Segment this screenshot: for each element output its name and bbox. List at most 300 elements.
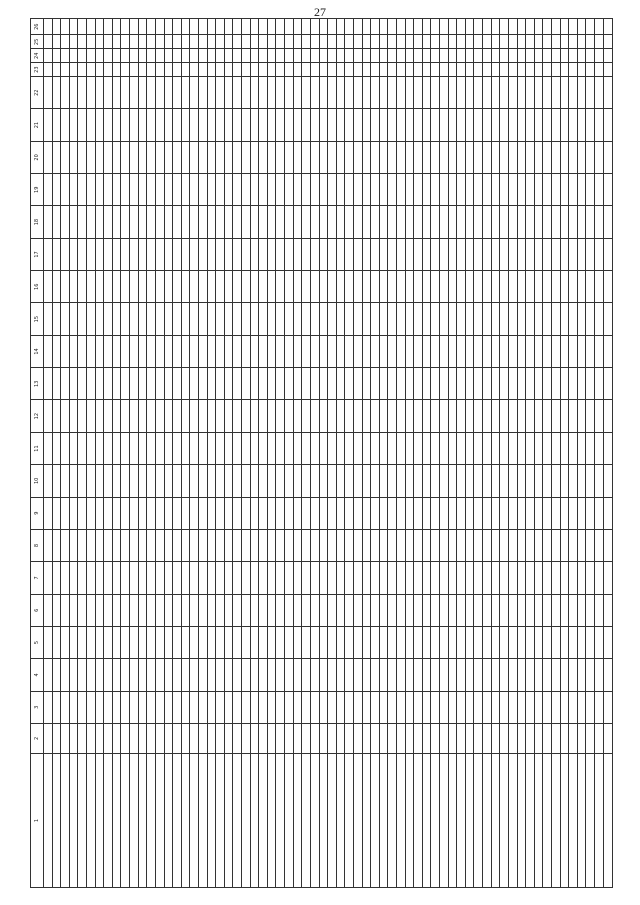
table-cell bbox=[551, 271, 560, 303]
table-cell bbox=[267, 400, 276, 432]
table-cell bbox=[336, 562, 345, 594]
table-cell bbox=[78, 271, 87, 303]
table-cell bbox=[543, 109, 552, 141]
table-cell bbox=[276, 723, 285, 753]
table-cell bbox=[130, 659, 139, 691]
table-cell bbox=[216, 271, 225, 303]
table-cell bbox=[78, 368, 87, 400]
table-cell bbox=[508, 529, 517, 561]
table-cell bbox=[52, 368, 61, 400]
table-cell bbox=[474, 109, 483, 141]
table-cell bbox=[491, 77, 500, 109]
table-cell bbox=[267, 19, 276, 35]
table-cell bbox=[595, 49, 604, 63]
table-cell bbox=[414, 63, 423, 77]
table-cell bbox=[242, 174, 251, 206]
table-cell bbox=[526, 109, 535, 141]
table-cell bbox=[302, 174, 311, 206]
table-cell bbox=[233, 529, 242, 561]
table-cell bbox=[69, 303, 78, 335]
table-cell bbox=[603, 335, 612, 367]
table-cell bbox=[577, 753, 586, 887]
table-cell bbox=[345, 497, 354, 529]
table-cell bbox=[483, 77, 492, 109]
table-cell bbox=[293, 206, 302, 238]
table-cell bbox=[431, 723, 440, 753]
table-cell bbox=[534, 109, 543, 141]
table-cell bbox=[224, 529, 233, 561]
table-cell bbox=[310, 400, 319, 432]
table-cell bbox=[44, 206, 53, 238]
table-cell bbox=[69, 691, 78, 723]
table-cell bbox=[130, 141, 139, 173]
table-cell bbox=[112, 691, 121, 723]
table-row bbox=[595, 19, 604, 888]
table-cell bbox=[388, 562, 397, 594]
table-cell bbox=[61, 238, 70, 270]
table-cell bbox=[78, 63, 87, 77]
table-cell bbox=[190, 206, 199, 238]
table-cell bbox=[405, 35, 414, 49]
table-cell bbox=[138, 465, 147, 497]
table-cell bbox=[147, 141, 156, 173]
table-cell bbox=[242, 594, 251, 626]
table-cell bbox=[190, 368, 199, 400]
table-cell bbox=[69, 174, 78, 206]
table-cell bbox=[52, 529, 61, 561]
table-cell bbox=[164, 626, 173, 658]
table-cell bbox=[112, 206, 121, 238]
table-cell bbox=[586, 77, 595, 109]
table-cell bbox=[207, 49, 216, 63]
table-cell bbox=[448, 400, 457, 432]
table-cell bbox=[414, 19, 423, 35]
table-cell bbox=[147, 77, 156, 109]
table-cell bbox=[431, 19, 440, 35]
table-row bbox=[173, 19, 182, 888]
table-cell bbox=[500, 19, 509, 35]
table-cell bbox=[224, 691, 233, 723]
table-cell bbox=[414, 594, 423, 626]
table-cell bbox=[526, 465, 535, 497]
table-cell bbox=[138, 19, 147, 35]
table-row bbox=[508, 19, 517, 888]
table-cell bbox=[603, 141, 612, 173]
table-cell bbox=[147, 335, 156, 367]
table-cell bbox=[310, 626, 319, 658]
table-cell bbox=[276, 691, 285, 723]
table-cell bbox=[422, 109, 431, 141]
table-cell bbox=[52, 753, 61, 887]
table-cell bbox=[276, 19, 285, 35]
table-cell bbox=[147, 174, 156, 206]
table-cell bbox=[207, 303, 216, 335]
table-cell bbox=[560, 77, 569, 109]
table-cell bbox=[388, 238, 397, 270]
table-cell bbox=[267, 529, 276, 561]
table-cell bbox=[112, 432, 121, 464]
table-cell bbox=[569, 63, 578, 77]
table-cell bbox=[69, 594, 78, 626]
table-cell bbox=[405, 19, 414, 35]
table-cell bbox=[517, 77, 526, 109]
table-cell bbox=[595, 626, 604, 658]
table-cell bbox=[87, 303, 96, 335]
table-cell bbox=[121, 691, 130, 723]
table-cell bbox=[87, 19, 96, 35]
table-cell bbox=[155, 497, 164, 529]
table-row bbox=[198, 19, 207, 888]
table-cell bbox=[259, 400, 268, 432]
table-cell bbox=[595, 141, 604, 173]
table-cell bbox=[112, 594, 121, 626]
table-cell bbox=[526, 303, 535, 335]
table-cell bbox=[233, 626, 242, 658]
table-cell bbox=[190, 19, 199, 35]
table-cell bbox=[267, 723, 276, 753]
table-cell bbox=[302, 49, 311, 63]
table-cell bbox=[560, 465, 569, 497]
table-row bbox=[112, 19, 121, 888]
table-cell bbox=[371, 109, 380, 141]
table-cell bbox=[207, 529, 216, 561]
table-cell bbox=[310, 432, 319, 464]
table-cell bbox=[543, 400, 552, 432]
table-cell bbox=[483, 562, 492, 594]
table-cell bbox=[155, 529, 164, 561]
table-cell bbox=[87, 206, 96, 238]
table-cell bbox=[328, 432, 337, 464]
table-cell bbox=[508, 206, 517, 238]
table-cell bbox=[87, 432, 96, 464]
table-cell bbox=[259, 626, 268, 658]
table-cell bbox=[130, 723, 139, 753]
table-cell bbox=[603, 77, 612, 109]
table-cell bbox=[577, 562, 586, 594]
table-cell bbox=[362, 723, 371, 753]
table-cell bbox=[198, 174, 207, 206]
table-cell bbox=[130, 465, 139, 497]
table-cell bbox=[112, 141, 121, 173]
table-cell bbox=[302, 109, 311, 141]
table-cell bbox=[543, 368, 552, 400]
table-cell bbox=[95, 753, 104, 887]
table-cell bbox=[310, 497, 319, 529]
table-cell bbox=[371, 691, 380, 723]
table-cell bbox=[173, 465, 182, 497]
table-cell bbox=[569, 723, 578, 753]
table-cell bbox=[310, 562, 319, 594]
table-cell bbox=[474, 529, 483, 561]
table-cell bbox=[242, 691, 251, 723]
table-cell bbox=[603, 63, 612, 77]
table-cell bbox=[69, 206, 78, 238]
table-cell bbox=[181, 659, 190, 691]
table-cell bbox=[345, 206, 354, 238]
table-cell bbox=[276, 77, 285, 109]
table-cell bbox=[517, 335, 526, 367]
table-cell bbox=[173, 77, 182, 109]
table-cell bbox=[138, 49, 147, 63]
table-cell bbox=[336, 206, 345, 238]
table-cell bbox=[233, 49, 242, 63]
table-cell bbox=[259, 594, 268, 626]
table-cell bbox=[233, 562, 242, 594]
table-cell bbox=[198, 562, 207, 594]
table-cell bbox=[130, 206, 139, 238]
table-cell bbox=[242, 432, 251, 464]
table-cell bbox=[112, 497, 121, 529]
table-cell bbox=[345, 63, 354, 77]
table-cell bbox=[371, 432, 380, 464]
table-cell bbox=[78, 141, 87, 173]
table-cell bbox=[405, 753, 414, 887]
table-cell bbox=[388, 753, 397, 887]
table-cell bbox=[302, 497, 311, 529]
table-cell bbox=[181, 497, 190, 529]
table-cell bbox=[198, 206, 207, 238]
table-cell bbox=[190, 432, 199, 464]
table-cell bbox=[396, 368, 405, 400]
table-cell bbox=[371, 753, 380, 887]
table-cell bbox=[491, 141, 500, 173]
table-cell bbox=[414, 626, 423, 658]
table-cell bbox=[130, 238, 139, 270]
table-cell bbox=[586, 497, 595, 529]
table-cell bbox=[319, 753, 328, 887]
table-cell bbox=[147, 691, 156, 723]
table-cell bbox=[302, 529, 311, 561]
table-cell bbox=[560, 723, 569, 753]
table-cell bbox=[104, 691, 113, 723]
table-cell bbox=[78, 691, 87, 723]
table-cell bbox=[551, 723, 560, 753]
table-cell bbox=[138, 594, 147, 626]
table-cell bbox=[319, 335, 328, 367]
table-cell bbox=[198, 723, 207, 753]
table-cell bbox=[465, 594, 474, 626]
table-cell bbox=[302, 691, 311, 723]
table-row bbox=[362, 19, 371, 888]
table-cell bbox=[345, 562, 354, 594]
table-row bbox=[250, 19, 259, 888]
table-cell bbox=[87, 497, 96, 529]
table-cell bbox=[216, 723, 225, 753]
table-cell bbox=[173, 368, 182, 400]
table-cell bbox=[250, 238, 259, 270]
table-cell bbox=[353, 432, 362, 464]
table-cell bbox=[293, 35, 302, 49]
table-cell bbox=[595, 19, 604, 35]
table-cell bbox=[69, 368, 78, 400]
table-cell bbox=[491, 432, 500, 464]
table-cell bbox=[388, 432, 397, 464]
table-cell bbox=[543, 63, 552, 77]
table-cell bbox=[310, 271, 319, 303]
table-cell bbox=[52, 626, 61, 658]
table-cell bbox=[560, 529, 569, 561]
table-cell bbox=[259, 529, 268, 561]
table-cell bbox=[95, 368, 104, 400]
table-cell bbox=[302, 206, 311, 238]
table-cell bbox=[121, 19, 130, 35]
table-cell bbox=[577, 529, 586, 561]
table-cell bbox=[285, 303, 294, 335]
table-cell bbox=[336, 753, 345, 887]
table-cell bbox=[405, 271, 414, 303]
table-cell bbox=[164, 238, 173, 270]
table-cell bbox=[44, 626, 53, 658]
table-cell bbox=[164, 271, 173, 303]
table-cell bbox=[259, 271, 268, 303]
table-cell bbox=[474, 35, 483, 49]
table-cell bbox=[526, 238, 535, 270]
table-cell bbox=[405, 174, 414, 206]
table-cell bbox=[457, 109, 466, 141]
table-cell bbox=[198, 271, 207, 303]
table-cell bbox=[388, 594, 397, 626]
table-cell bbox=[267, 206, 276, 238]
table-cell bbox=[431, 77, 440, 109]
table-cell bbox=[569, 529, 578, 561]
table-cell bbox=[319, 691, 328, 723]
table-row bbox=[224, 19, 233, 888]
table-cell bbox=[371, 63, 380, 77]
table-cell bbox=[560, 303, 569, 335]
table-cell bbox=[285, 77, 294, 109]
table-cell bbox=[526, 723, 535, 753]
table-cell bbox=[551, 109, 560, 141]
table-cell bbox=[181, 206, 190, 238]
table-cell bbox=[465, 723, 474, 753]
table-cell bbox=[250, 465, 259, 497]
table-cell bbox=[595, 271, 604, 303]
table-cell bbox=[285, 35, 294, 49]
table-cell bbox=[104, 753, 113, 887]
table-cell bbox=[448, 303, 457, 335]
table-cell bbox=[293, 368, 302, 400]
table-cell bbox=[500, 368, 509, 400]
table-cell bbox=[517, 303, 526, 335]
table-cell bbox=[396, 271, 405, 303]
table-cell bbox=[345, 19, 354, 35]
table-cell bbox=[405, 400, 414, 432]
table-cell bbox=[586, 753, 595, 887]
table-cell bbox=[69, 753, 78, 887]
table-cell bbox=[190, 335, 199, 367]
table-cell bbox=[302, 303, 311, 335]
table-cell bbox=[431, 659, 440, 691]
table-cell bbox=[250, 432, 259, 464]
table-cell bbox=[155, 206, 164, 238]
table-cell bbox=[526, 497, 535, 529]
table-cell bbox=[147, 723, 156, 753]
table-cell bbox=[491, 63, 500, 77]
table-cell bbox=[95, 400, 104, 432]
table-cell bbox=[560, 19, 569, 35]
table-cell bbox=[95, 271, 104, 303]
table-cell bbox=[130, 432, 139, 464]
table-cell bbox=[508, 141, 517, 173]
table-cell bbox=[491, 594, 500, 626]
table-cell bbox=[276, 753, 285, 887]
table-cell bbox=[61, 141, 70, 173]
table-cell bbox=[405, 77, 414, 109]
table-cell bbox=[267, 271, 276, 303]
table-cell bbox=[474, 63, 483, 77]
table-cell bbox=[207, 753, 216, 887]
table-cell bbox=[517, 465, 526, 497]
table-cell bbox=[595, 497, 604, 529]
table-cell bbox=[345, 35, 354, 49]
table-cell bbox=[414, 368, 423, 400]
column-number-8: 8 bbox=[31, 529, 44, 561]
table-cell bbox=[526, 35, 535, 49]
table-cell bbox=[216, 109, 225, 141]
table-cell bbox=[198, 238, 207, 270]
table-cell bbox=[207, 109, 216, 141]
table-cell bbox=[173, 63, 182, 77]
table-cell bbox=[414, 529, 423, 561]
table-cell bbox=[138, 368, 147, 400]
table-cell bbox=[440, 432, 449, 464]
table-cell bbox=[345, 303, 354, 335]
table-cell bbox=[52, 238, 61, 270]
table-cell bbox=[138, 303, 147, 335]
table-cell bbox=[276, 562, 285, 594]
table-cell bbox=[595, 691, 604, 723]
table-cell bbox=[285, 206, 294, 238]
table-row bbox=[405, 19, 414, 888]
table-row bbox=[569, 19, 578, 888]
table-cell bbox=[328, 206, 337, 238]
table-cell bbox=[95, 141, 104, 173]
table-cell bbox=[328, 723, 337, 753]
table-cell bbox=[353, 35, 362, 49]
table-cell bbox=[534, 659, 543, 691]
table-cell bbox=[250, 174, 259, 206]
table-cell bbox=[483, 465, 492, 497]
table-cell bbox=[431, 432, 440, 464]
table-cell bbox=[440, 238, 449, 270]
table-cell bbox=[181, 432, 190, 464]
table-cell bbox=[224, 753, 233, 887]
table-cell bbox=[457, 529, 466, 561]
table-cell bbox=[500, 626, 509, 658]
table-cell bbox=[379, 723, 388, 753]
table-cell bbox=[190, 303, 199, 335]
table-cell bbox=[603, 691, 612, 723]
table-row bbox=[500, 19, 509, 888]
table-cell bbox=[69, 529, 78, 561]
table-cell bbox=[216, 49, 225, 63]
table-cell bbox=[328, 19, 337, 35]
table-cell bbox=[551, 594, 560, 626]
table-cell bbox=[112, 271, 121, 303]
table-cell bbox=[465, 271, 474, 303]
table-cell bbox=[422, 753, 431, 887]
table-cell bbox=[465, 141, 474, 173]
table-cell bbox=[422, 497, 431, 529]
table-cell bbox=[207, 77, 216, 109]
table-cell bbox=[216, 63, 225, 77]
table-cell bbox=[534, 529, 543, 561]
table-cell bbox=[474, 432, 483, 464]
table-cell bbox=[69, 49, 78, 63]
table-cell bbox=[310, 49, 319, 63]
table-cell bbox=[181, 141, 190, 173]
table-cell bbox=[224, 63, 233, 77]
